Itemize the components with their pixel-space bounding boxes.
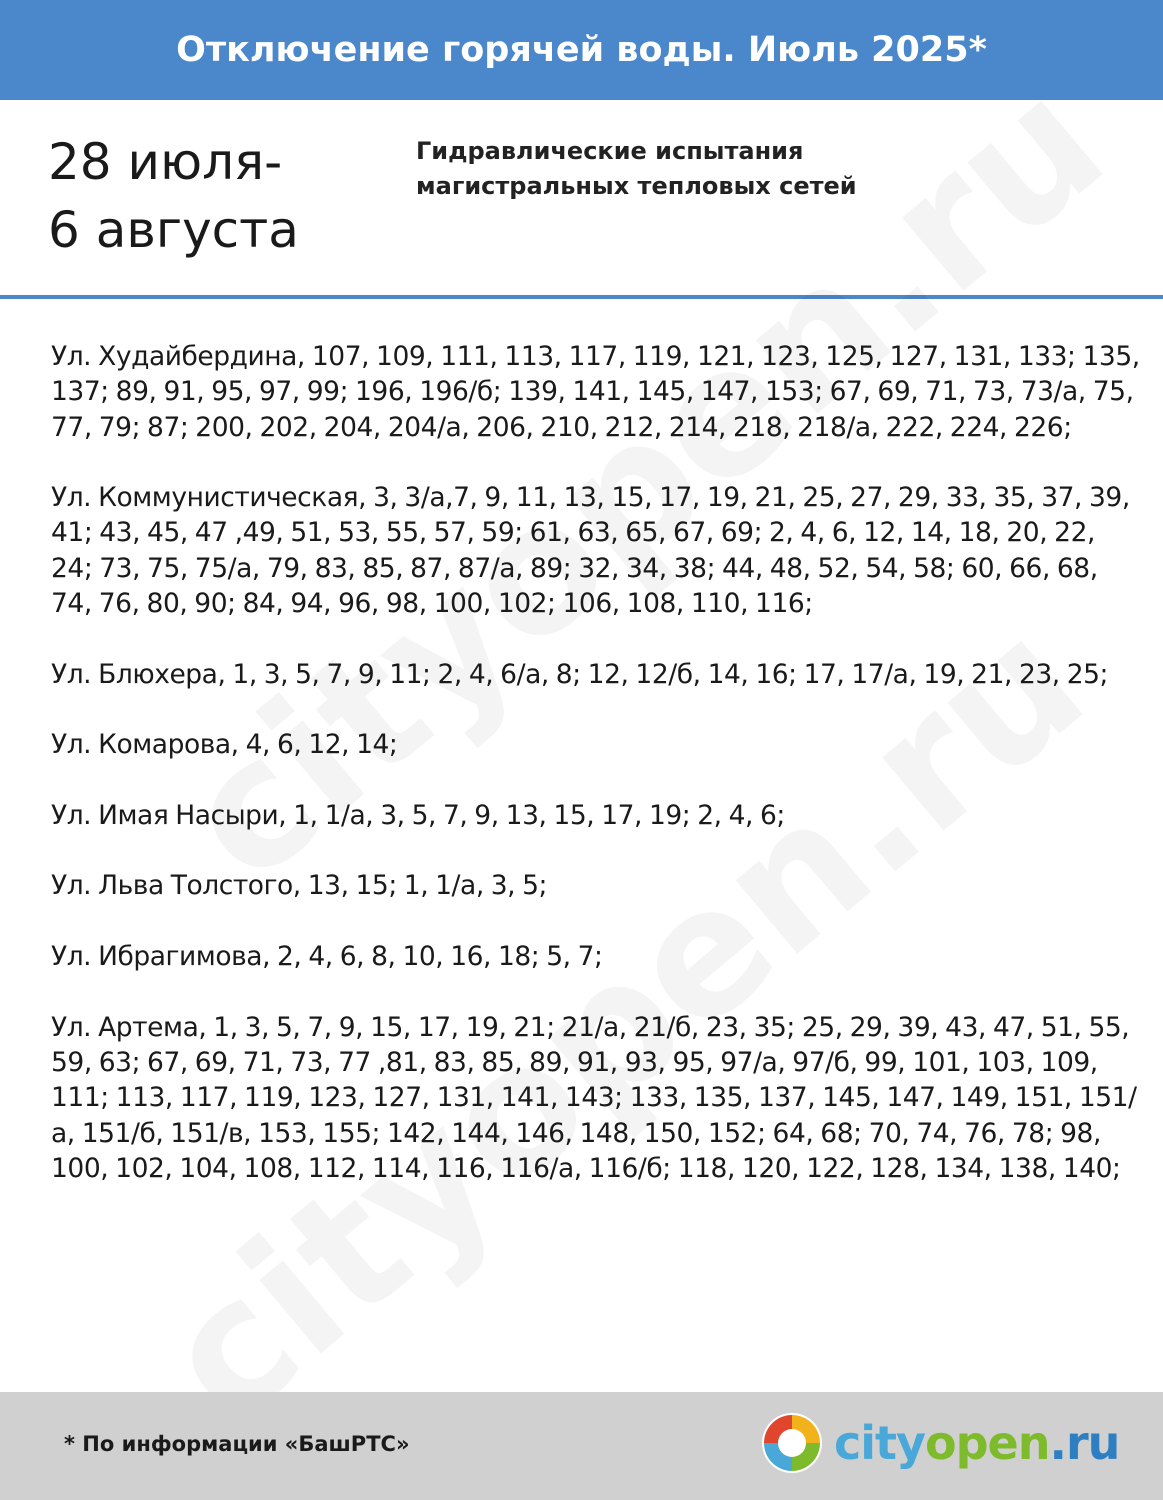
- outage-period: [48, 128, 299, 264]
- page-header: [0, 0, 1163, 100]
- header-divider: [0, 295, 1163, 299]
- logo-text-city: city: [834, 1416, 926, 1470]
- reason-line-2: магистральных тепловых сетей: [416, 172, 857, 200]
- cityopen-logo: [760, 1408, 1119, 1478]
- street-entry: Ул. Ибрагимова, 2, 4, 6, 8, 10, 16, 18; 5, 7;: [51, 941, 603, 973]
- logo-text-open: open: [925, 1416, 1050, 1470]
- period-end: 6 августа: [48, 201, 299, 259]
- page-title: Отключение горячей воды. Июль 2025*: [176, 30, 987, 70]
- cityopen-logo-icon: [760, 1411, 824, 1475]
- reason-line-1: Гидравлические испытания: [416, 137, 804, 165]
- street-list: [51, 339, 1141, 1221]
- cityopen-logo-text: [834, 1416, 1119, 1470]
- source-footnote: * По информации «БашРТС»: [64, 1432, 410, 1456]
- street-entry: Ул. Блюхера, 1, 3, 5, 7, 9, 11; 2, 4, 6/а, 8; 12, 12/б, 14, 16; 17, 17/а, 19, 21, 23, 25;: [51, 658, 1109, 690]
- street-entry: Ул. Коммунистическая, 3, 3/а,7, 9, 11, 13, 15, 17, 19, 21, 25, 27, 29, 33, 35, 37, 39, 41; 43, 45, 47 ,49, 51, 53, 55, 57, 59; 61, 63, 65, 67, 69; 2, 4, 6, 12, 14, 18, 20, 22, 24; 73, 75, 75/а, 79, 83, 85, 87, 87/а, 89; 32, 34, 38; 44, 48, 52, 54, 58; 60, 66, 68, 74, 76, 80, 90; 84, 94, 96, 98, 100, 102; 106, 108, 110, 116;: [51, 482, 1130, 620]
- street-entry: Ул. Льва Толстого, 13, 15; 1, 1/а, 3, 5;: [51, 870, 548, 902]
- street-entry: Ул. Комарова, 4, 6, 12, 14;: [51, 729, 398, 761]
- street-entry: Ул. Худайбердина, 107, 109, 111, 113, 117, 119, 121, 123, 125, 127, 131, 133; 135, 137; 89, 91, 95, 97, 99; 196, 196/б; 139, 141, 145, 147, 153; 67, 69, 71, 73, 73/а, 75, 77, 79; 87; 200, 202, 204, 204/а, 206, 210, 212, 214, 218, 218/а, 222, 224, 226;: [51, 341, 1140, 443]
- outage-reason: [416, 134, 857, 204]
- street-entry: Ул. Имая Насыри, 1, 1/а, 3, 5, 7, 9, 13, 15, 17, 19; 2, 4, 6;: [51, 799, 785, 831]
- period-start: 28 июля-: [48, 133, 283, 191]
- logo-text-ru: .ru: [1049, 1416, 1120, 1470]
- street-entry: Ул. Артема, 1, 3, 5, 7, 9, 15, 17, 19, 21; 21/а, 21/б, 23, 35; 25, 29, 39, 43, 47, 51, 55, 59, 63; 67, 69, 71, 73, 77 ,81, 83, 85, 89, 91, 93, 95, 97/а, 97/б, 99, 101, 103, 109, 111; 113, 117, 119, 123, 127, 131, 141, 143; 133, 135, 137, 145, 147, 149, 151, 151/а, 151/б, 151/в, 153, 155; 142, 144, 146, 148, 150, 152; 64, 68; 70, 74, 76, 78; 98, 100, 102, 104, 108, 112, 114, 116, 116/а, 116/б; 118, 120, 122, 128, 134, 138, 140;: [51, 1011, 1137, 1184]
